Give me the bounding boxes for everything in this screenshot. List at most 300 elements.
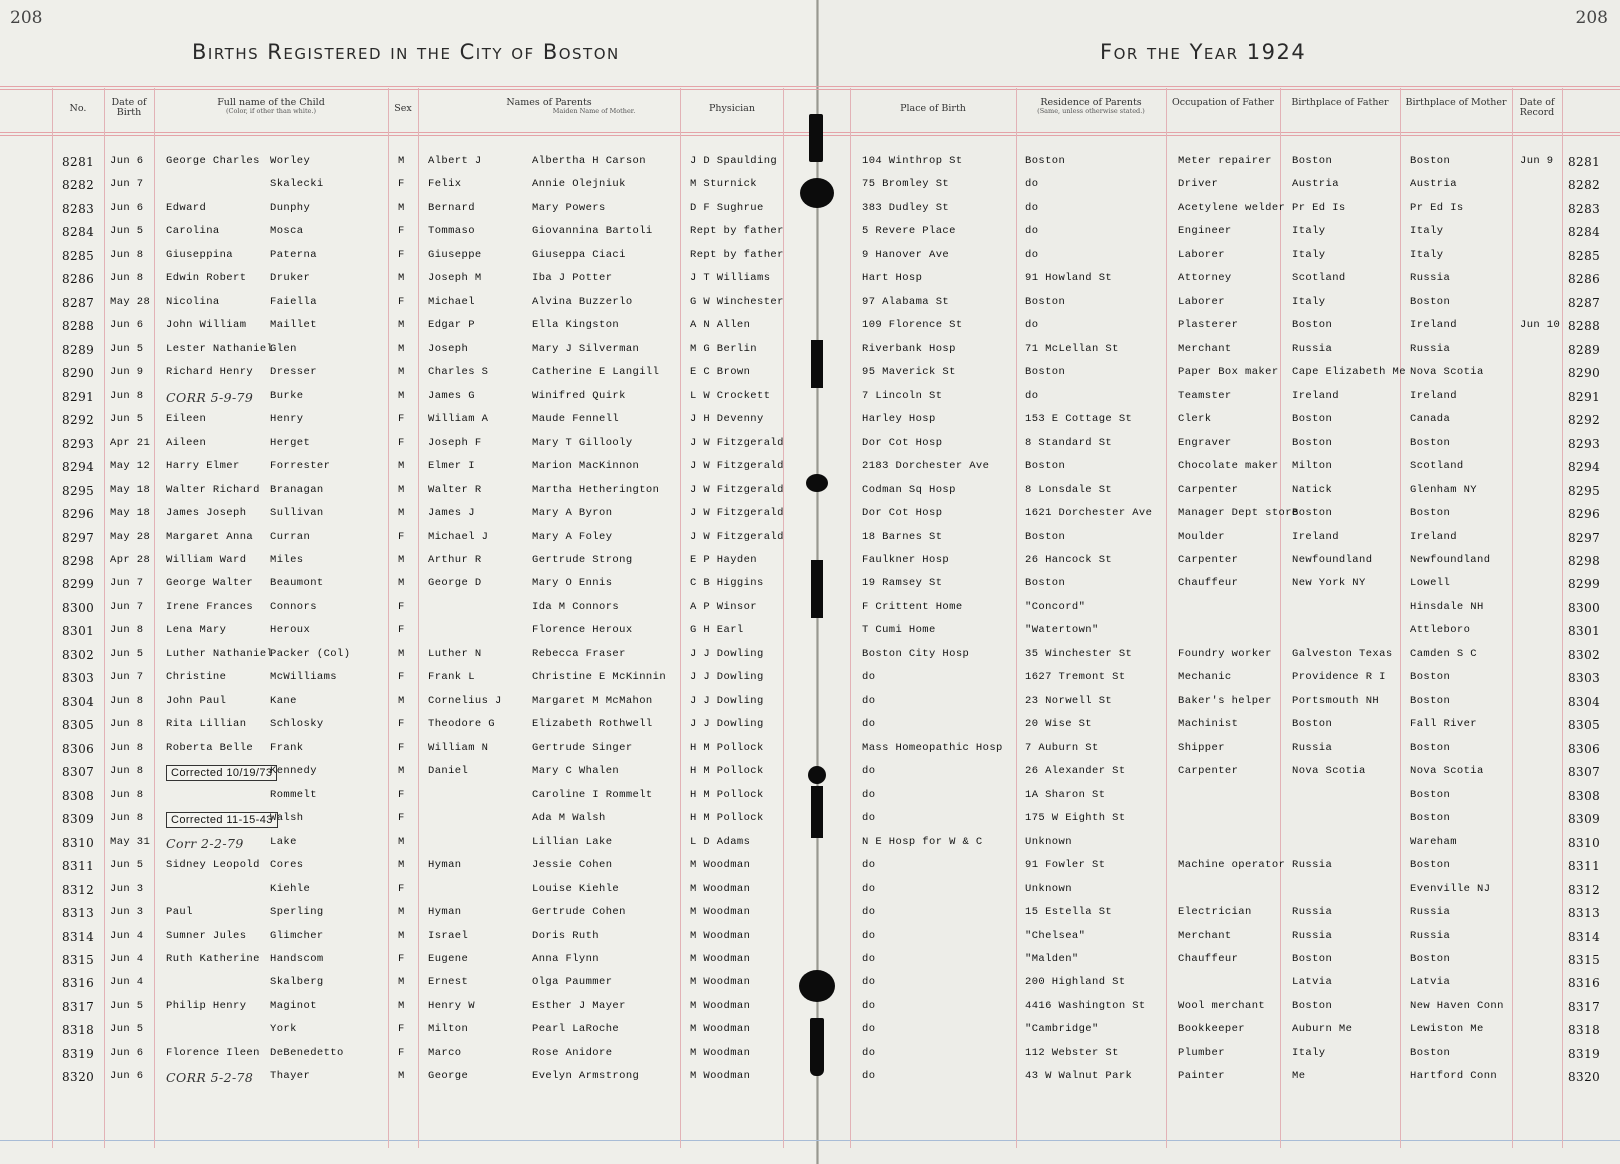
record-number-right: 8283 xyxy=(1568,201,1601,216)
mother-birthplace: Newfoundland xyxy=(1410,553,1491,566)
birth-date: Jun 5 xyxy=(110,1023,144,1036)
parents-residence: 8 Standard St xyxy=(1025,436,1113,449)
register-row xyxy=(0,1018,1620,1041)
mother-maiden-name: Maude Fennell xyxy=(532,413,620,426)
mother-birthplace: Boston xyxy=(1410,741,1451,754)
place-of-birth: N E Hosp for W & C xyxy=(862,835,983,848)
birth-date: Jun 7 xyxy=(110,178,144,191)
record-number-right: 8296 xyxy=(1568,507,1601,522)
mother-birthplace: Attleboro xyxy=(1410,624,1471,637)
mother-maiden-name: Catherine E Langill xyxy=(532,366,660,379)
register-row xyxy=(0,267,1620,290)
child-sex: M xyxy=(398,694,405,707)
mother-maiden-name: Elizabeth Rothwell xyxy=(532,718,653,731)
birth-date: Jun 7 xyxy=(110,600,144,613)
header-top-rule-2 xyxy=(0,89,1620,90)
register-row xyxy=(0,408,1620,431)
father-name: Luther N xyxy=(428,647,482,660)
record-number-right: 8286 xyxy=(1568,272,1601,287)
record-number-right: 8294 xyxy=(1568,460,1601,475)
place-of-birth: do xyxy=(862,765,876,778)
father-name: Tommaso xyxy=(428,225,475,238)
father-birthplace: Galveston Texas xyxy=(1292,647,1393,660)
father-birthplace: Ireland xyxy=(1292,389,1339,402)
mother-maiden-name: Alvina Buzzerlo xyxy=(532,295,633,308)
child-surname: Packer (Col) xyxy=(270,647,351,660)
father-occupation: Teamster xyxy=(1178,389,1232,402)
physician-name: J J Dowling xyxy=(690,694,764,707)
child-surname: Sullivan xyxy=(270,507,324,520)
mother-maiden-name: Jessie Cohen xyxy=(532,859,613,872)
register-row xyxy=(0,526,1620,549)
mother-maiden-name: Mary O Ennis xyxy=(532,577,613,590)
birth-date: Jun 5 xyxy=(110,999,144,1012)
child-surname: Paterna xyxy=(270,248,317,261)
birth-date: Jun 6 xyxy=(110,1070,144,1083)
father-name: Edgar P xyxy=(428,319,475,332)
physician-name: J W Fitzgerald xyxy=(690,507,784,520)
child-surname: Sperling xyxy=(270,906,324,919)
child-sex: F xyxy=(398,952,405,965)
mother-birthplace: Boston xyxy=(1410,694,1451,707)
birth-date: Jun 8 xyxy=(110,741,144,754)
record-number: 8286 xyxy=(62,272,95,287)
father-birthplace: Boston xyxy=(1292,952,1333,965)
father-birthplace: Providence R I xyxy=(1292,671,1386,684)
physician-name: H M Pollock xyxy=(690,788,764,801)
parents-residence: 7 Auburn St xyxy=(1025,741,1099,754)
child-sex: F xyxy=(398,671,405,684)
register-row xyxy=(0,666,1620,689)
child-surname: Druker xyxy=(270,272,311,285)
child-surname: Lake xyxy=(270,835,297,848)
record-number-right: 8303 xyxy=(1568,671,1601,686)
mother-birthplace: Lowell xyxy=(1410,577,1451,590)
mother-maiden-name: Martha Hetherington xyxy=(532,483,660,496)
child-surname: Dunphy xyxy=(270,201,311,214)
physician-name: M G Berlin xyxy=(690,342,758,355)
child-sex: M xyxy=(398,577,405,590)
record-number-right: 8301 xyxy=(1568,624,1601,639)
birth-date: Jun 8 xyxy=(110,765,144,778)
father-birthplace: Latvia xyxy=(1292,976,1333,989)
child-surname: Skalberg xyxy=(270,976,324,989)
physician-name: J W Fitzgerald xyxy=(690,530,784,543)
mother-maiden-name: Giuseppa Ciaci xyxy=(532,248,626,261)
physician-name: L D Adams xyxy=(690,835,751,848)
parents-residence: 20 Wise St xyxy=(1025,718,1093,731)
child-surname: Skalecki xyxy=(270,178,324,191)
child-sex: F xyxy=(398,436,405,449)
father-name: Elmer I xyxy=(428,460,475,473)
father-name: Eugene xyxy=(428,952,469,965)
place-of-birth: 97 Alabama St xyxy=(862,295,950,308)
physician-name: M Woodman xyxy=(690,1023,751,1036)
place-of-birth: 18 Barnes St xyxy=(862,530,943,543)
child-surname: Maillet xyxy=(270,319,317,332)
child-surname: Rommelt xyxy=(270,788,317,801)
child-surname: Kiehle xyxy=(270,882,311,895)
child-surname: McWilliams xyxy=(270,671,338,684)
father-occupation: Moulder xyxy=(1178,530,1225,543)
birth-date: Jun 3 xyxy=(110,882,144,895)
place-of-birth: 104 Winthrop St xyxy=(862,155,963,167)
child-sex: F xyxy=(398,812,405,825)
mother-maiden-name: Marion MacKinnon xyxy=(532,460,640,473)
physician-name: M Woodman xyxy=(690,976,751,989)
father-birthplace: Russia xyxy=(1292,342,1333,355)
register-row xyxy=(0,784,1620,807)
child-sex: F xyxy=(398,741,405,754)
father-occupation: Plumber xyxy=(1178,1046,1225,1059)
physician-name: L W Crockett xyxy=(690,389,771,402)
child-first-names: John Paul xyxy=(166,694,227,707)
record-number-right: 8281 xyxy=(1568,155,1601,169)
child-sex: F xyxy=(398,413,405,426)
place-of-birth: do xyxy=(862,859,876,872)
mother-maiden-name: Ida M Connors xyxy=(532,600,620,613)
birth-date: Jun 6 xyxy=(110,201,144,214)
record-number-right: 8287 xyxy=(1568,295,1601,310)
mother-maiden-name: Annie Olejniuk xyxy=(532,178,626,191)
parents-residence: 23 Norwell St xyxy=(1025,694,1113,707)
child-first-names: Irene Frances xyxy=(166,600,254,613)
place-of-birth: Riverbank Hosp xyxy=(862,342,956,355)
father-name: Marco xyxy=(428,1046,462,1059)
header-parents-note: Maiden Name of Mother. xyxy=(552,107,636,115)
father-birthplace: Nova Scotia xyxy=(1292,765,1366,778)
father-birthplace: Ireland xyxy=(1292,530,1339,543)
child-first-names: Paul xyxy=(166,906,193,919)
father-name: Ernest xyxy=(428,976,469,989)
physician-name: C B Higgins xyxy=(690,577,764,590)
register-row xyxy=(0,338,1620,361)
child-sex: M xyxy=(398,507,405,520)
birth-date: May 28 xyxy=(110,530,151,543)
child-surname: Walsh xyxy=(270,812,304,825)
child-sex: F xyxy=(398,248,405,261)
header-residence-note: (Same, unless otherwise stated.) xyxy=(1037,107,1145,115)
mother-birthplace: Lewiston Me xyxy=(1410,1023,1484,1036)
father-occupation: Engineer xyxy=(1178,225,1232,238)
child-surname: Burke xyxy=(270,389,304,402)
physician-name: A P Winsor xyxy=(690,600,758,613)
parents-residence: Unknown xyxy=(1025,835,1072,848)
child-first-names: George Charles xyxy=(166,155,260,167)
mother-maiden-name: Albertha H Carson xyxy=(532,155,646,167)
mother-maiden-name: Mary J Silverman xyxy=(532,342,640,355)
child-first-names: Lena Mary xyxy=(166,624,227,637)
mother-birthplace: Italy xyxy=(1410,248,1444,261)
place-of-birth: do xyxy=(862,1070,876,1083)
place-of-birth: do xyxy=(862,906,876,919)
father-birthplace: Italy xyxy=(1292,1046,1326,1059)
child-surname: Faiella xyxy=(270,295,317,308)
place-of-birth: Mass Homeopathic Hosp xyxy=(862,741,1003,754)
record-number: 8313 xyxy=(62,906,95,921)
place-of-birth: 95 Maverick St xyxy=(862,366,956,379)
record-number: 8304 xyxy=(62,694,95,709)
father-birthplace: Boston xyxy=(1292,155,1333,167)
record-number-right: 8316 xyxy=(1568,976,1601,991)
place-of-birth: 7 Lincoln St xyxy=(862,389,943,402)
mother-birthplace: Russia xyxy=(1410,342,1451,355)
child-sex: M xyxy=(398,999,405,1012)
father-name: Charles S xyxy=(428,366,489,379)
child-sex: M xyxy=(398,1070,405,1083)
mother-birthplace: Boston xyxy=(1410,812,1451,825)
mother-birthplace: Boston xyxy=(1410,671,1451,684)
record-number: 8299 xyxy=(62,577,95,592)
parents-residence: 35 Winchester St xyxy=(1025,647,1133,660)
father-occupation: Acetylene welder xyxy=(1178,201,1286,214)
physician-name: J W Fitzgerald xyxy=(690,460,784,473)
child-sex: M xyxy=(398,201,405,214)
register-row xyxy=(0,643,1620,666)
father-birthplace: Russia xyxy=(1292,906,1333,919)
record-number: 8285 xyxy=(62,248,95,263)
physician-name: M Woodman xyxy=(690,906,751,919)
record-number: 8287 xyxy=(62,295,95,310)
birth-date: Jun 5 xyxy=(110,225,144,238)
mother-maiden-name: Caroline I Rommelt xyxy=(532,788,653,801)
record-number-right: 8298 xyxy=(1568,553,1601,568)
record-number-right: 8302 xyxy=(1568,647,1601,662)
parents-residence: 26 Alexander St xyxy=(1025,765,1126,778)
header-birthplace-mother: Birthplace of Mother xyxy=(1405,97,1507,108)
header-sex: Sex xyxy=(394,103,412,114)
mother-birthplace: Hinsdale NH xyxy=(1410,600,1484,613)
parents-residence: 91 Fowler St xyxy=(1025,859,1106,872)
mother-maiden-name: Gertrude Strong xyxy=(532,553,633,566)
record-number-right: 8282 xyxy=(1568,178,1601,193)
father-birthplace: Boston xyxy=(1292,507,1333,520)
mother-maiden-name: Margaret M McMahon xyxy=(532,694,653,707)
father-name: Michael J xyxy=(428,530,489,543)
father-occupation: Carpenter xyxy=(1178,483,1239,496)
child-first-names: James Joseph xyxy=(166,507,247,520)
register-row xyxy=(0,572,1620,595)
register-row xyxy=(0,596,1620,619)
mother-maiden-name: Louise Kiehle xyxy=(532,882,620,895)
record-number-right: 8314 xyxy=(1568,929,1601,944)
parents-residence: "Chelsea" xyxy=(1025,929,1086,942)
child-sex: M xyxy=(398,366,405,379)
physician-name: M Woodman xyxy=(690,929,751,942)
child-surname: Mosca xyxy=(270,225,304,238)
register-row xyxy=(0,385,1620,408)
record-number-right: 8300 xyxy=(1568,600,1601,615)
child-surname: Glimcher xyxy=(270,929,324,942)
father-birthplace: Boston xyxy=(1292,413,1333,426)
record-number: 8302 xyxy=(62,647,95,662)
child-first-names: Philip Henry xyxy=(166,999,247,1012)
child-surname: York xyxy=(270,1023,297,1036)
register-row xyxy=(0,314,1620,337)
child-first-names: Christine xyxy=(166,671,227,684)
birth-date: Jun 4 xyxy=(110,952,144,965)
physician-name: H M Pollock xyxy=(690,812,764,825)
record-number-right: 8290 xyxy=(1568,366,1601,381)
child-sex: F xyxy=(398,624,405,637)
place-of-birth: Faulkner Hosp xyxy=(862,553,950,566)
physician-name: H M Pollock xyxy=(690,741,764,754)
father-birthplace: Italy xyxy=(1292,295,1326,308)
mother-maiden-name: Florence Heroux xyxy=(532,624,633,637)
father-name: Milton xyxy=(428,1023,469,1036)
father-birthplace: Boston xyxy=(1292,436,1333,449)
mother-maiden-name: Evelyn Armstrong xyxy=(532,1070,640,1083)
father-name: Frank L xyxy=(428,671,475,684)
father-name: Albert J xyxy=(428,155,482,167)
register-row xyxy=(0,1042,1620,1065)
birth-date: Jun 4 xyxy=(110,929,144,942)
father-name: Michael xyxy=(428,295,475,308)
physician-name: M Woodman xyxy=(690,859,751,872)
header-full-name-label: Full name of the Child xyxy=(217,97,325,108)
child-first-names: William Ward xyxy=(166,553,247,566)
child-first-names: Rita Lillian xyxy=(166,718,247,731)
child-sex: M xyxy=(398,319,405,332)
record-number: 8300 xyxy=(62,600,95,615)
child-surname: Glen xyxy=(270,342,297,355)
child-sex: M xyxy=(398,835,405,848)
record-number-right: 8297 xyxy=(1568,530,1601,545)
birth-date: Jun 8 xyxy=(110,694,144,707)
father-name: James G xyxy=(428,389,475,402)
child-first-names: Florence Ileen xyxy=(166,1046,260,1059)
parents-residence: do xyxy=(1025,248,1039,261)
mother-maiden-name: Pearl LaRoche xyxy=(532,1023,620,1036)
record-number-right: 8310 xyxy=(1568,835,1601,850)
child-surname: Schlosky xyxy=(270,718,324,731)
register-row xyxy=(0,831,1620,854)
record-number: 8282 xyxy=(62,178,95,193)
header-full-name-note: (Color, if other than white.) xyxy=(225,107,317,115)
father-occupation: Chauffeur xyxy=(1178,952,1239,965)
mother-birthplace: Ireland xyxy=(1410,530,1457,543)
birth-date: Jun 5 xyxy=(110,342,144,355)
physician-name: J J Dowling xyxy=(690,647,764,660)
birth-date: Jun 5 xyxy=(110,647,144,660)
child-first-names: John William xyxy=(166,319,247,332)
child-surname: Worley xyxy=(270,155,311,167)
child-surname: Heroux xyxy=(270,624,311,637)
child-sex: F xyxy=(398,788,405,801)
father-birthplace: Milton xyxy=(1292,460,1333,473)
physician-name: J W Fitzgerald xyxy=(690,483,784,496)
register-row xyxy=(0,690,1620,713)
mother-birthplace: Glenham NY xyxy=(1410,483,1478,496)
record-number-right: 8312 xyxy=(1568,882,1601,897)
mother-birthplace: Latvia xyxy=(1410,976,1451,989)
record-number: 8289 xyxy=(62,342,95,357)
register-row xyxy=(0,291,1620,314)
header-no: No. xyxy=(69,103,87,114)
birth-date: Jun 8 xyxy=(110,812,144,825)
record-number: 8314 xyxy=(62,929,95,944)
register-row xyxy=(0,244,1620,267)
place-of-birth: Codman Sq Hosp xyxy=(862,483,956,496)
record-number: 8297 xyxy=(62,530,95,545)
birth-date: Jun 6 xyxy=(110,1046,144,1059)
father-birthplace: Scotland xyxy=(1292,272,1346,285)
father-name: Felix xyxy=(428,178,462,191)
record-number: 8319 xyxy=(62,1046,95,1061)
register-row xyxy=(0,361,1620,384)
father-occupation: Carpenter xyxy=(1178,765,1239,778)
place-of-birth: 2183 Dorchester Ave xyxy=(862,460,990,473)
register-row xyxy=(0,502,1620,525)
father-occupation: Electrician xyxy=(1178,906,1252,919)
place-of-birth: 9 Hanover Ave xyxy=(862,248,950,261)
child-sex: F xyxy=(398,718,405,731)
record-number: 8293 xyxy=(62,436,95,451)
header-date-of-record: Date of Record xyxy=(1519,97,1555,118)
child-first-names: Edward xyxy=(166,201,207,214)
father-occupation: Paper Box maker xyxy=(1178,366,1279,379)
record-number: 8316 xyxy=(62,976,95,991)
record-number-right: 8317 xyxy=(1568,999,1601,1014)
register-row xyxy=(0,1065,1620,1088)
child-sex: M xyxy=(398,272,405,285)
mother-maiden-name: Winifred Quirk xyxy=(532,389,626,402)
father-occupation: Chocolate maker xyxy=(1178,460,1279,473)
child-surname: Branagan xyxy=(270,483,324,496)
record-number-right: 8291 xyxy=(1568,389,1601,404)
place-of-birth: Boston City Hosp xyxy=(862,647,970,660)
parents-residence: do xyxy=(1025,201,1039,214)
header-full-name xyxy=(156,98,386,115)
child-sex: F xyxy=(398,530,405,543)
register-row xyxy=(0,549,1620,572)
physician-name: M Sturnick xyxy=(690,178,758,191)
place-of-birth: 19 Ramsey St xyxy=(862,577,943,590)
birth-date: May 12 xyxy=(110,460,151,473)
mother-maiden-name: Christine E McKinnin xyxy=(532,671,667,684)
place-of-birth: Harley Hosp xyxy=(862,413,936,426)
record-number: 8317 xyxy=(62,999,95,1014)
record-number: 8307 xyxy=(62,765,95,780)
parents-residence: 8 Lonsdale St xyxy=(1025,483,1113,496)
child-surname: Connors xyxy=(270,600,317,613)
physician-name: J J Dowling xyxy=(690,718,764,731)
record-number: 8309 xyxy=(62,812,95,827)
header-birthplace-father: Birthplace of Father xyxy=(1291,97,1389,108)
record-number: 8312 xyxy=(62,882,95,897)
child-first-names: Harry Elmer xyxy=(166,460,240,473)
place-of-birth: F Crittent Home xyxy=(862,600,963,613)
birth-date: Jun 5 xyxy=(110,859,144,872)
record-number: 8294 xyxy=(62,460,95,475)
parents-residence: 4416 Washington St xyxy=(1025,999,1146,1012)
birth-date: Jun 6 xyxy=(110,319,144,332)
record-number-right: 8305 xyxy=(1568,718,1601,733)
footer-rule xyxy=(0,1140,1620,1141)
record-number: 8303 xyxy=(62,671,95,686)
physician-name: Rept by father xyxy=(690,248,784,261)
mother-birthplace: Evenville NJ xyxy=(1410,882,1491,895)
parents-residence: do xyxy=(1025,225,1039,238)
father-birthplace: Cape Elizabeth Me xyxy=(1292,366,1406,379)
mother-birthplace: Boston xyxy=(1410,788,1451,801)
father-birthplace: Austria xyxy=(1292,178,1339,191)
physician-name: J J Dowling xyxy=(690,671,764,684)
register-row xyxy=(0,971,1620,994)
page-number-left: 208 xyxy=(10,8,43,28)
child-surname: Herget xyxy=(270,436,311,449)
register-row xyxy=(0,173,1620,196)
